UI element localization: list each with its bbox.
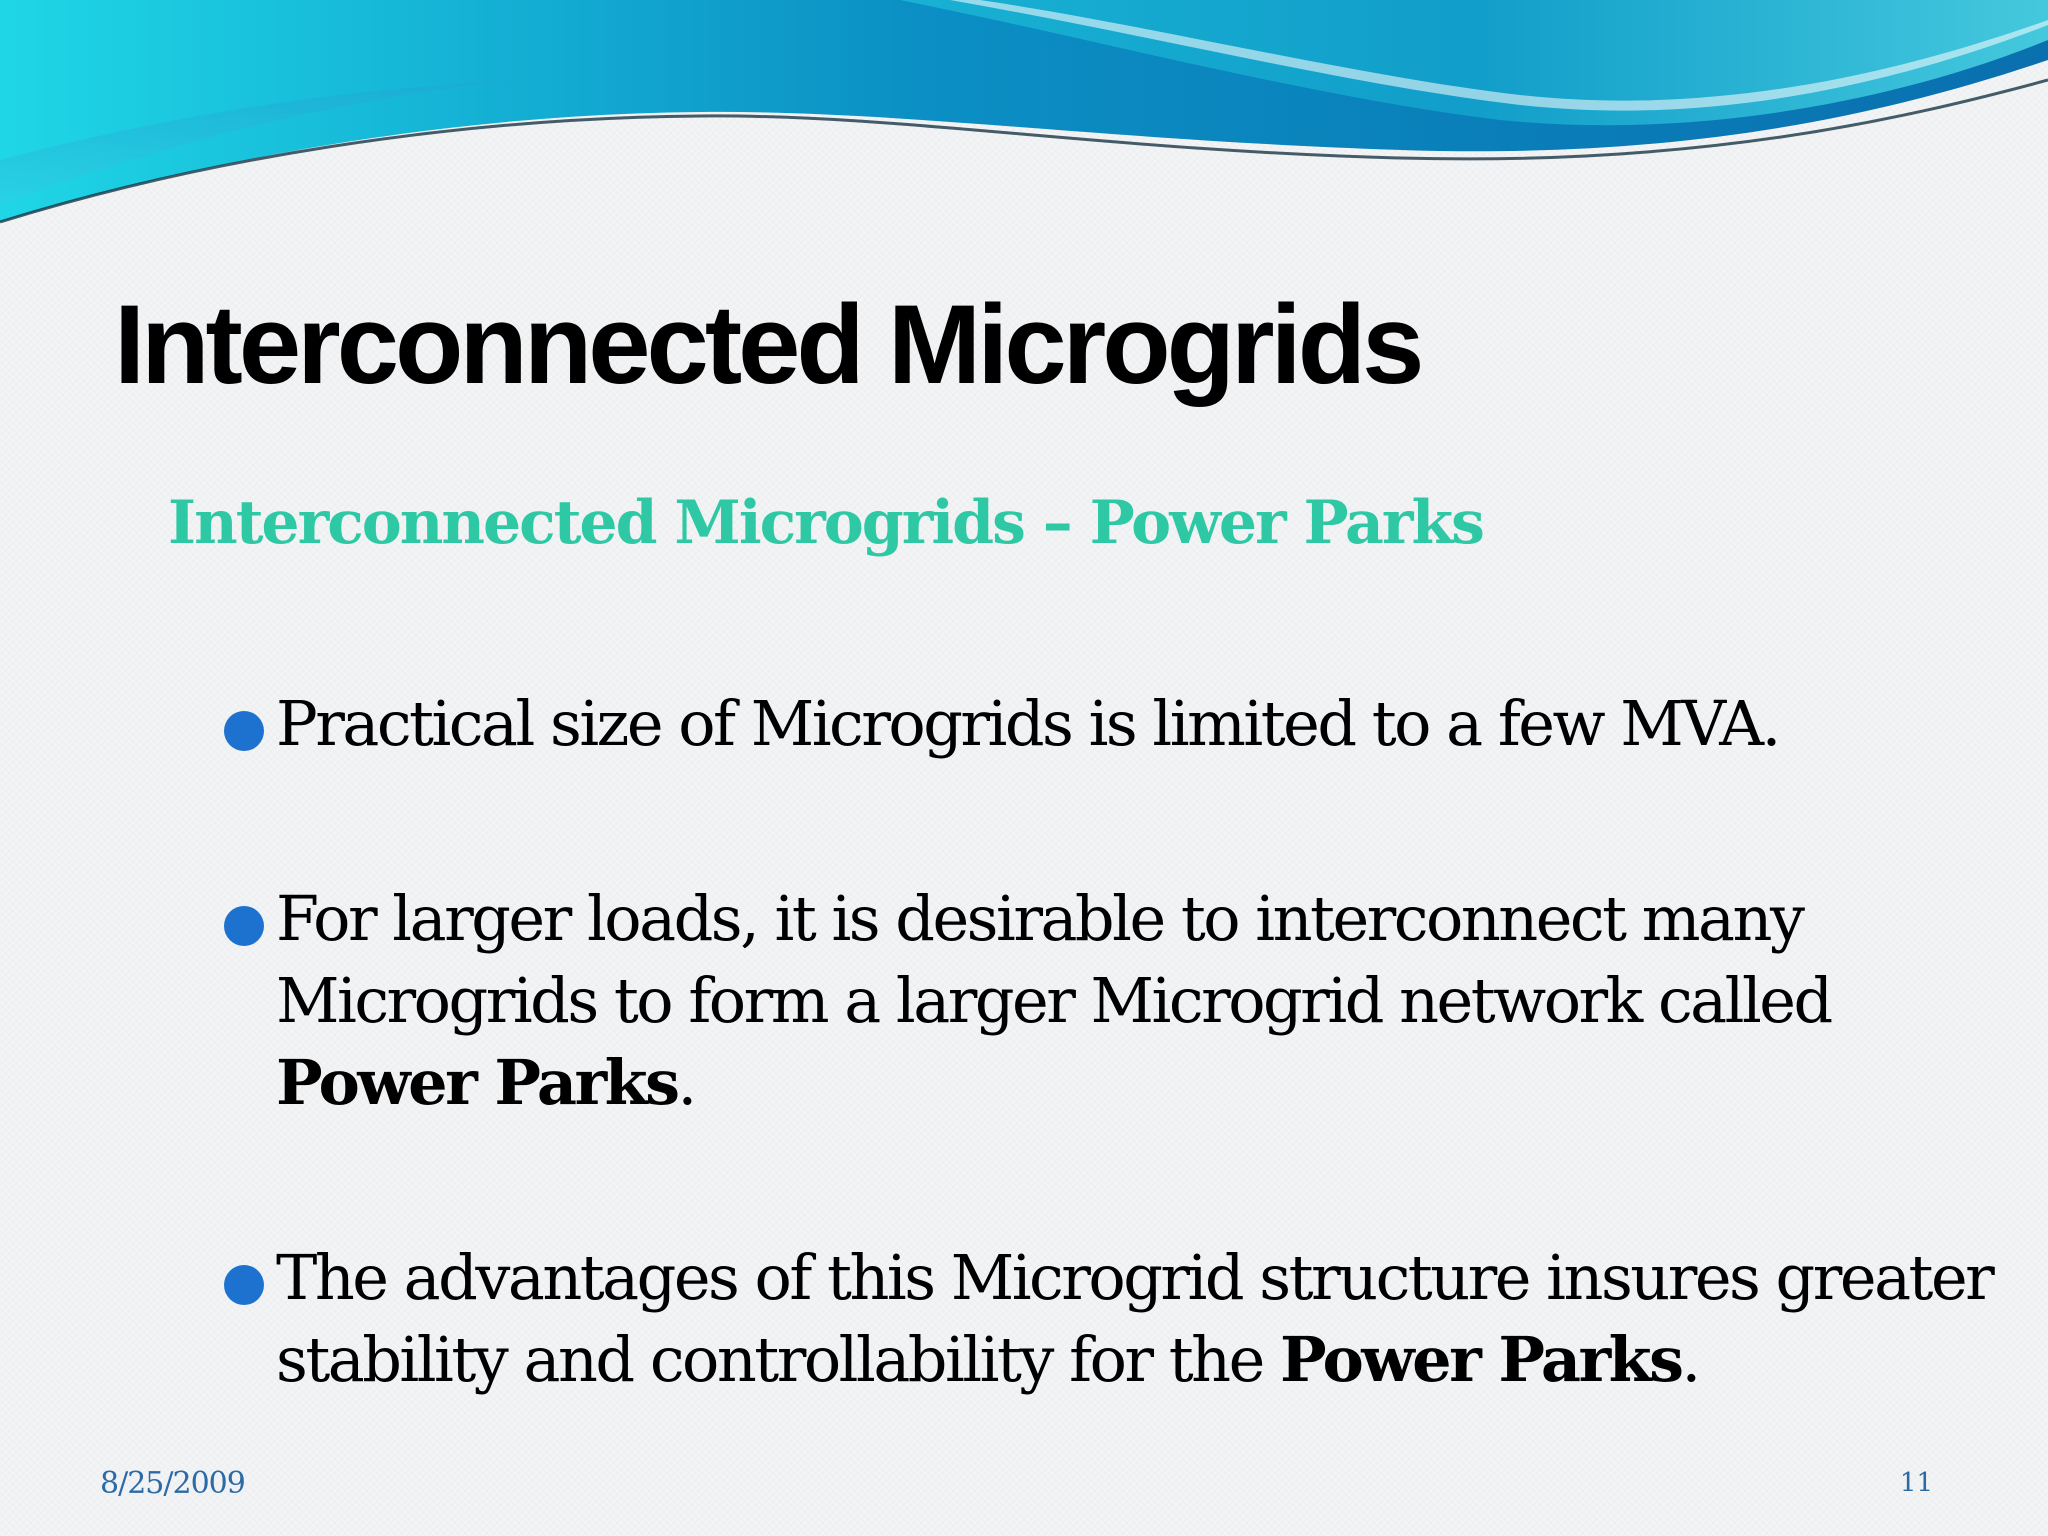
bullet-dot-icon [224,906,264,946]
slide-title: Interconnected Microgrids [114,282,1421,407]
bullet-item [224,683,2004,765]
bullet-text-end: . [677,1046,695,1119]
bullet-item [224,878,2004,1124]
bullet-text-main: Practical size of Microgrids is limited to a few MVA. [276,687,1779,760]
page-number: 11 [1899,1468,1933,1498]
bullet-dot-icon [224,1265,264,1305]
footer-date: 8/25/2009 [100,1466,245,1501]
bullet-text [276,683,1779,765]
bullet-text-bold: Power Parks [1280,1323,1682,1396]
bullet-dot-icon [224,711,264,751]
bullet-text-end: . [1681,1323,1699,1396]
bullet-text [276,1237,2004,1401]
bullet-item [224,1237,2004,1401]
bullet-text [276,878,2004,1124]
slide-subtitle: Interconnected Microgrids – Power Parks [168,488,1483,558]
bullet-text-main: For larger loads, it is desirable to interconnect many Microgrids to form a larger Microgrid network called [276,882,1831,1037]
bullet-text-bold: Power Parks [276,1046,678,1119]
header-wave-decoration [0,0,2048,240]
bullet-text-main: The advantages of this Microgrid structure insures greater stability and controllability for the [276,1241,1993,1396]
